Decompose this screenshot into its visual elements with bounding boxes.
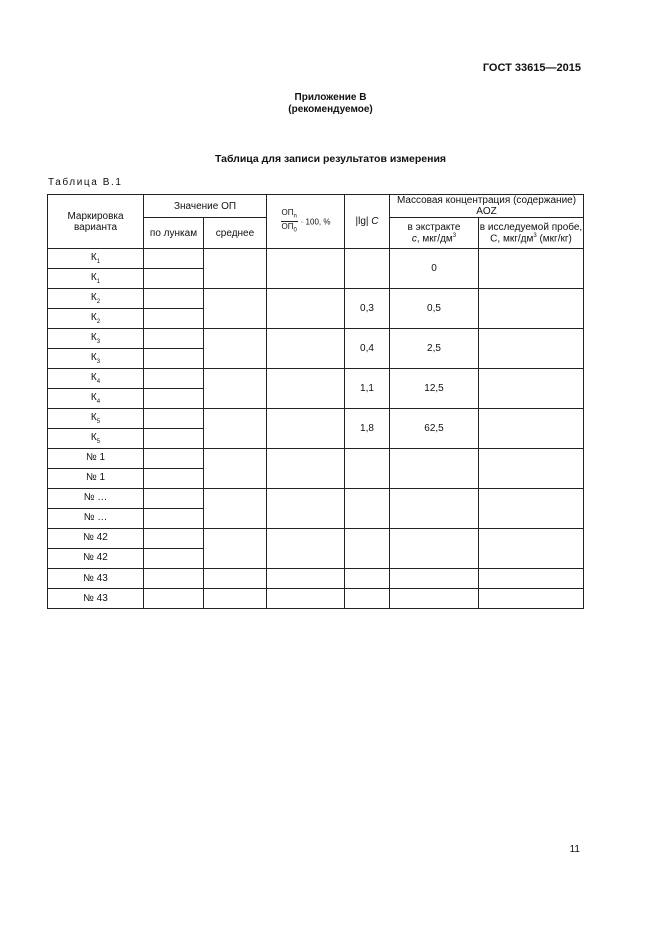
table-row [48, 529, 584, 549]
ratio-cell [267, 589, 345, 609]
variant-label: $К_2$ [48, 309, 144, 329]
sample-conc-cell [479, 249, 584, 289]
op-well-cell [144, 309, 204, 329]
col-op-wells-header: по лункам [144, 218, 204, 249]
appendix-subtitle: (рекомендуемое) [288, 104, 373, 115]
variant-label: $К_4$ [48, 369, 144, 389]
op-well-cell [144, 569, 204, 589]
op-well-cell [144, 349, 204, 369]
ratio-cell [267, 409, 345, 449]
lg-cell: 1,8 [345, 409, 390, 449]
variant-label: № … [48, 509, 144, 529]
table-row [48, 449, 584, 469]
op-well-cell [144, 249, 204, 269]
op-well-cell [144, 369, 204, 389]
col-op-group-header: Значение ОП [144, 195, 267, 218]
table-row [48, 489, 584, 509]
extract-conc-cell: 62,5 [390, 409, 479, 449]
table-row [48, 329, 584, 349]
op-mean-cell [204, 449, 267, 489]
lg-cell: 0,3 [345, 289, 390, 329]
sample-conc-cell [479, 489, 584, 529]
page-number: 11 [569, 844, 580, 855]
extract-conc-cell: 0,5 [390, 289, 479, 329]
variant-label: № 42 [48, 529, 144, 549]
table-label: Таблица В.1 [48, 177, 123, 188]
lg-cell: 0,4 [345, 329, 390, 369]
table-row [48, 369, 584, 389]
col-op-mean-header: среднее [204, 218, 267, 249]
ratio-cell [267, 289, 345, 329]
lg-cell [345, 569, 390, 589]
ratio-cell [267, 569, 345, 589]
variant-label: № … [48, 489, 144, 509]
col-conc-group-header: Массовая концентрация (содержание) AOZ [390, 195, 584, 218]
op-well-cell [144, 429, 204, 449]
op-well-cell [144, 549, 204, 569]
op-well-cell [144, 489, 204, 509]
variant-label: $К_1$ [48, 269, 144, 289]
sample-conc-cell [479, 369, 584, 409]
sample-conc-cell [479, 529, 584, 569]
sample-conc-cell [479, 449, 584, 489]
lg-cell [345, 589, 390, 609]
variant-label: № 42 [48, 549, 144, 569]
variant-label: $К_3$ [48, 329, 144, 349]
ratio-cell [267, 329, 345, 369]
op-well-cell [144, 469, 204, 489]
variant-label: № 1 [48, 469, 144, 489]
variant-label: $К_2$ [48, 289, 144, 309]
extract-conc-cell [390, 589, 479, 609]
lg-cell [345, 249, 390, 289]
lg-cell [345, 489, 390, 529]
op-mean-cell [204, 329, 267, 369]
table-row [48, 249, 584, 269]
variant-label: $К_1$ [48, 249, 144, 269]
table-row [48, 569, 584, 589]
table-row [48, 289, 584, 309]
appendix-title: Приложение В [294, 92, 367, 103]
op-mean-cell [204, 409, 267, 449]
variant-label: № 43 [48, 589, 144, 609]
extract-conc-cell [390, 449, 479, 489]
op-well-cell [144, 289, 204, 309]
op-well-cell [144, 589, 204, 609]
col-conc-extract-header: в экстракте c, мкг/$дм^3$ [390, 218, 479, 249]
col-lg-header: |lg| C [345, 195, 390, 249]
op-well-cell [144, 329, 204, 349]
extract-conc-cell: 2,5 [390, 329, 479, 369]
results-table [47, 194, 584, 609]
op-mean-cell [204, 249, 267, 289]
variant-label: $К_4$ [48, 389, 144, 409]
extract-conc-cell: 0 [390, 249, 479, 289]
sample-conc-cell [479, 589, 584, 609]
lg-cell [345, 449, 390, 489]
variant-label: № 43 [48, 569, 144, 589]
variant-label: № 1 [48, 449, 144, 469]
lg-cell: 1,1 [345, 369, 390, 409]
standard-number: ГОСТ 33615—2015 [482, 62, 581, 74]
extract-conc-cell [390, 489, 479, 529]
ratio-cell [267, 369, 345, 409]
document-title: Таблица для записи результатов измерения [214, 153, 447, 165]
sample-conc-cell [479, 289, 584, 329]
op-mean-cell [204, 289, 267, 329]
ratio-cell [267, 489, 345, 529]
ratio-cell [267, 249, 345, 289]
ratio-fraction: $\frac{ОП_n}{ОП_0}$ [281, 207, 297, 234]
op-well-cell [144, 509, 204, 529]
lg-cell [345, 529, 390, 569]
ratio-cell [267, 449, 345, 489]
extract-conc-cell [390, 569, 479, 589]
extract-conc-cell [390, 529, 479, 569]
col-conc-sample-header: в исследуемой пробе, С, мкг/$дм^3$ (мкг/кг) [479, 218, 584, 249]
extract-conc-cell: 12,5 [390, 369, 479, 409]
op-well-cell [144, 389, 204, 409]
col-variant-header: Маркировка варианта [48, 195, 144, 249]
op-well-cell [144, 409, 204, 429]
op-mean-cell [204, 369, 267, 409]
op-well-cell [144, 529, 204, 549]
sample-conc-cell [479, 329, 584, 369]
op-mean-cell [204, 589, 267, 609]
variant-label: $К_5$ [48, 409, 144, 429]
op-mean-cell [204, 489, 267, 529]
ratio-suffix: · 100, % [300, 217, 331, 227]
table-row [48, 589, 584, 609]
table-row [48, 409, 584, 429]
sample-conc-cell [479, 569, 584, 589]
op-mean-cell [204, 529, 267, 569]
variant-label: $К_5$ [48, 429, 144, 449]
variant-label: $К_3$ [48, 349, 144, 369]
sample-conc-cell [479, 409, 584, 449]
op-well-cell [144, 449, 204, 469]
col-ratio-header [267, 195, 345, 249]
op-well-cell [144, 269, 204, 289]
op-mean-cell [204, 569, 267, 589]
ratio-cell [267, 529, 345, 569]
